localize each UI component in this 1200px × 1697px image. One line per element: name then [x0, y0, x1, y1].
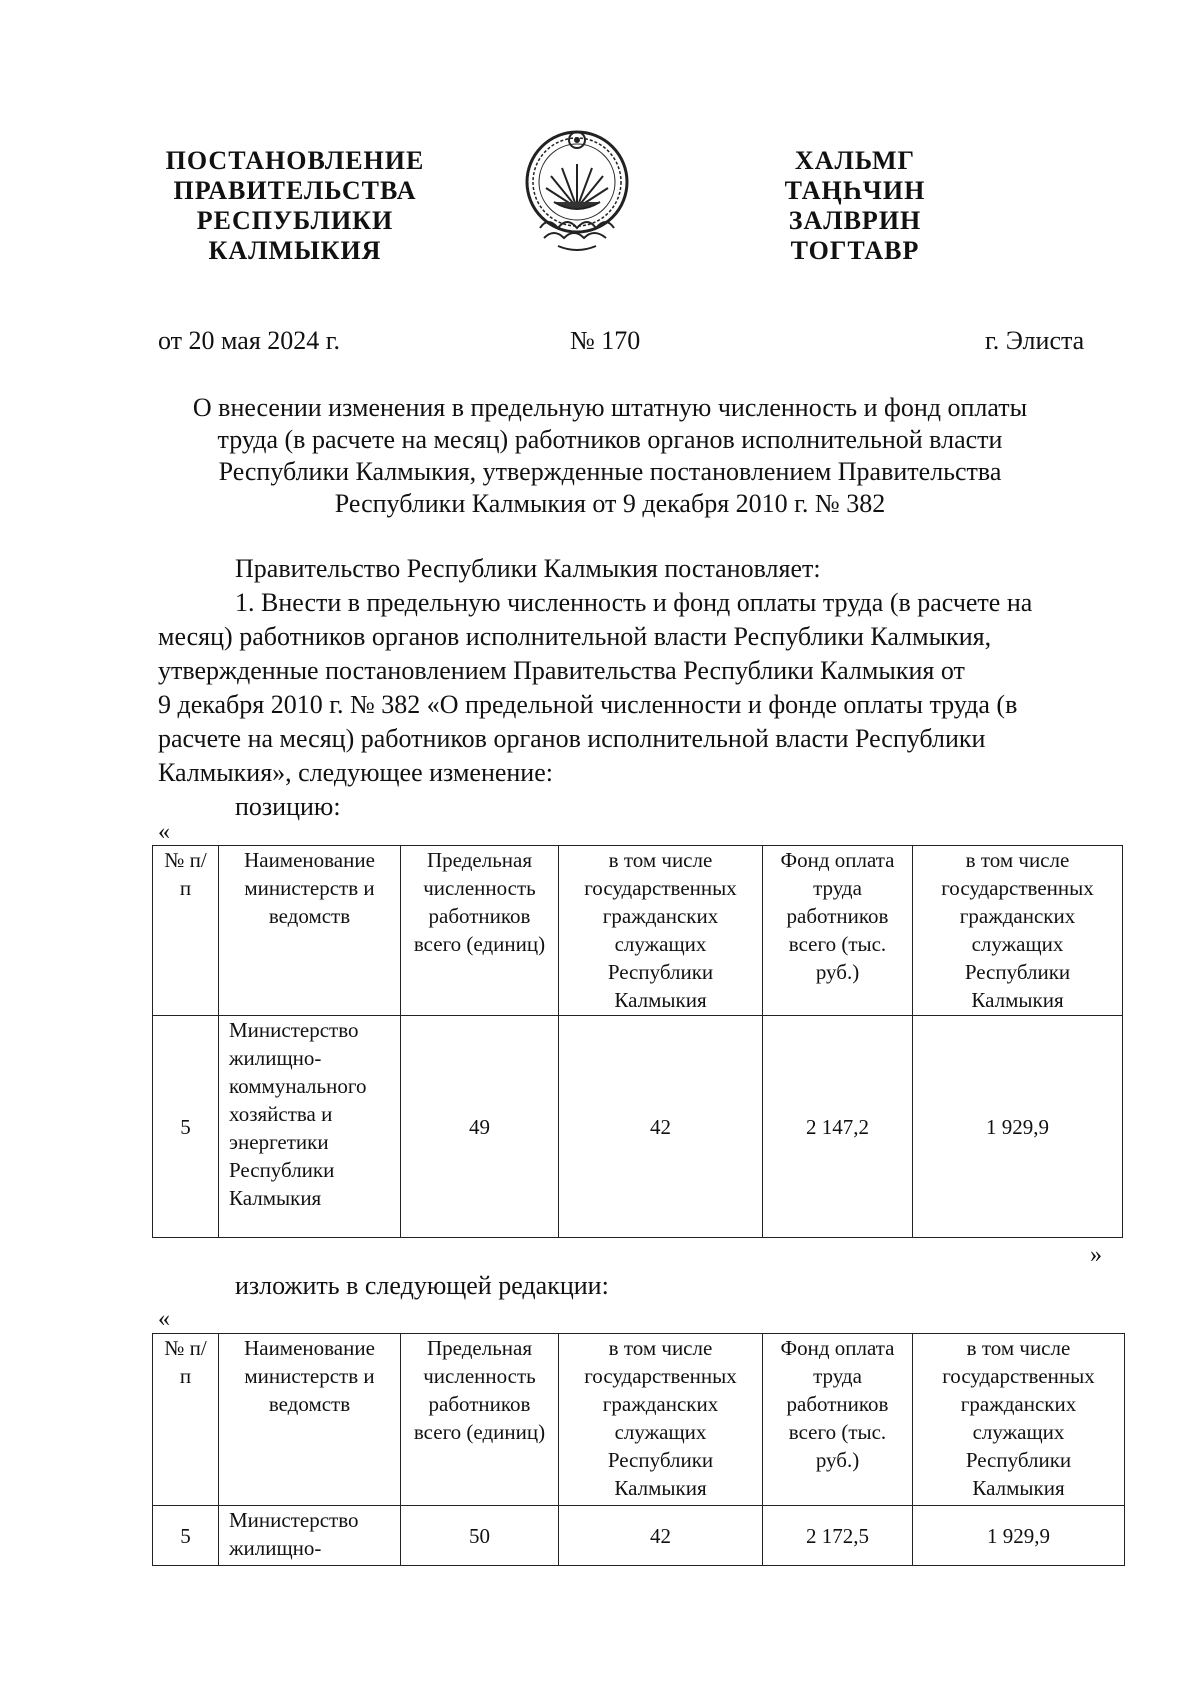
- header-cell: в том числе государственных гражданских служащих Республики Калмыкия: [559, 846, 763, 1016]
- header-cell: в том числе государственных гражданских служащих Республики Калмыкия: [913, 846, 1123, 1016]
- item-1-line: 9 декабря 2010 г. № 382 «О предельной численности и фонде оплаты труда (в: [158, 690, 1018, 719]
- header-right-line: ЗАЛВРИН: [788, 206, 922, 235]
- header-cell: Фонд оплата труда работников всего (тыс. руб.): [763, 846, 913, 1016]
- ministry-name: Министерство жилищно-коммунального хозяйства и энергетики Республики Калмыкия: [219, 1016, 401, 1238]
- document-date: от 20 мая 2024 г.: [158, 326, 341, 355]
- intro-paragraph: Правительство Республики Калмыкия постановляет:: [235, 554, 821, 583]
- open-quote: «: [158, 819, 170, 845]
- open-quote-2: «: [158, 1306, 170, 1332]
- header-right-line: ХАЛЬМГ: [794, 146, 916, 175]
- header-right-line: ТАҢҺЧИН: [784, 176, 926, 205]
- restate-label: изложить в следующей редакции:: [235, 1271, 609, 1300]
- header-left-line: ПРАВИТЕЛЬСТВА: [173, 176, 417, 205]
- title-line: труда (в расчете на месяц) работников органов исполнительной власти: [217, 425, 1003, 454]
- item-1-line: расчете на месяц) работников органов исполнительной власти Республики: [158, 724, 986, 753]
- title-line: Республики Калмыкия от 9 декабря 2010 г. № 382: [334, 489, 886, 518]
- header-cell: Предельная численность работников всего (единиц): [401, 846, 559, 1016]
- table-header-row: [153, 1334, 1125, 1506]
- row-number: 5: [153, 1506, 219, 1566]
- header-left-line: РЕСПУБЛИКИ: [196, 206, 394, 235]
- staff-total: 49: [401, 1016, 559, 1238]
- item-1-line: месяц) работников органов исполнительной власти Республики Калмыкия,: [158, 622, 992, 651]
- close-quote: »: [1090, 1242, 1102, 1268]
- ministry-name: Министерство жилищно-: [219, 1506, 401, 1566]
- title-line: О внесении изменения в предельную штатную численность и фонд оплаты: [192, 393, 1028, 422]
- civil-servants: 42: [559, 1016, 763, 1238]
- fund-civil: 1 929,9: [913, 1506, 1125, 1566]
- table-header-row: [153, 846, 1123, 1016]
- header-cell: № п/п: [153, 846, 219, 1016]
- row-number: 5: [153, 1016, 219, 1238]
- document-title: [120, 392, 1100, 520]
- new-position-table: [152, 1333, 1125, 1566]
- fund-total: 2 147,2: [763, 1016, 913, 1238]
- header-left-line: ПОСТАНОВЛЕНИЕ: [165, 146, 425, 175]
- old-position-table: [152, 845, 1123, 1238]
- fund-total: 2 172,5: [763, 1506, 913, 1566]
- item-1-line: 1. Внести в предельную численность и фонд оплаты труда (в расчете на: [235, 588, 1033, 617]
- table-row: [153, 1016, 1123, 1238]
- item-1-line: утвержденные постановлением Правительства Республики Калмыкия от: [158, 656, 965, 685]
- staff-total: 50: [401, 1506, 559, 1566]
- fund-civil: 1 929,9: [913, 1016, 1123, 1238]
- header-left-line: КАЛМЫКИЯ: [208, 236, 382, 265]
- civil-servants: 42: [559, 1506, 763, 1566]
- header-left: [150, 146, 440, 266]
- table-row: [153, 1506, 1125, 1566]
- document-city: г. Элиста: [985, 326, 1085, 355]
- header-cell: в том числе государственных гражданских служащих Республики Калмыкия: [913, 1334, 1125, 1506]
- header-cell: Наименование министерств и ведомств: [219, 1334, 401, 1506]
- header-cell: в том числе государственных гражданских служащих Республики Калмыкия: [559, 1334, 763, 1506]
- header-cell: Фонд оплата труда работников всего (тыс. руб.): [763, 1334, 913, 1506]
- item-1-line: Калмыкия», следующее изменение:: [158, 758, 553, 787]
- document-number: № 170: [570, 326, 641, 355]
- title-line: Республики Калмыкия, утвержденные постановлением Правительства: [218, 457, 1002, 486]
- header-cell: Наименование министерств и ведомств: [219, 846, 401, 1016]
- header-cell: Предельная численность работников всего (единиц): [401, 1334, 559, 1506]
- header-cell: № п/п: [153, 1334, 219, 1506]
- header-right: [755, 146, 955, 266]
- position-label: позицию:: [235, 792, 341, 821]
- coat-of-arms-icon: [518, 120, 636, 256]
- header-right-line: ТОГТАВР: [790, 236, 920, 265]
